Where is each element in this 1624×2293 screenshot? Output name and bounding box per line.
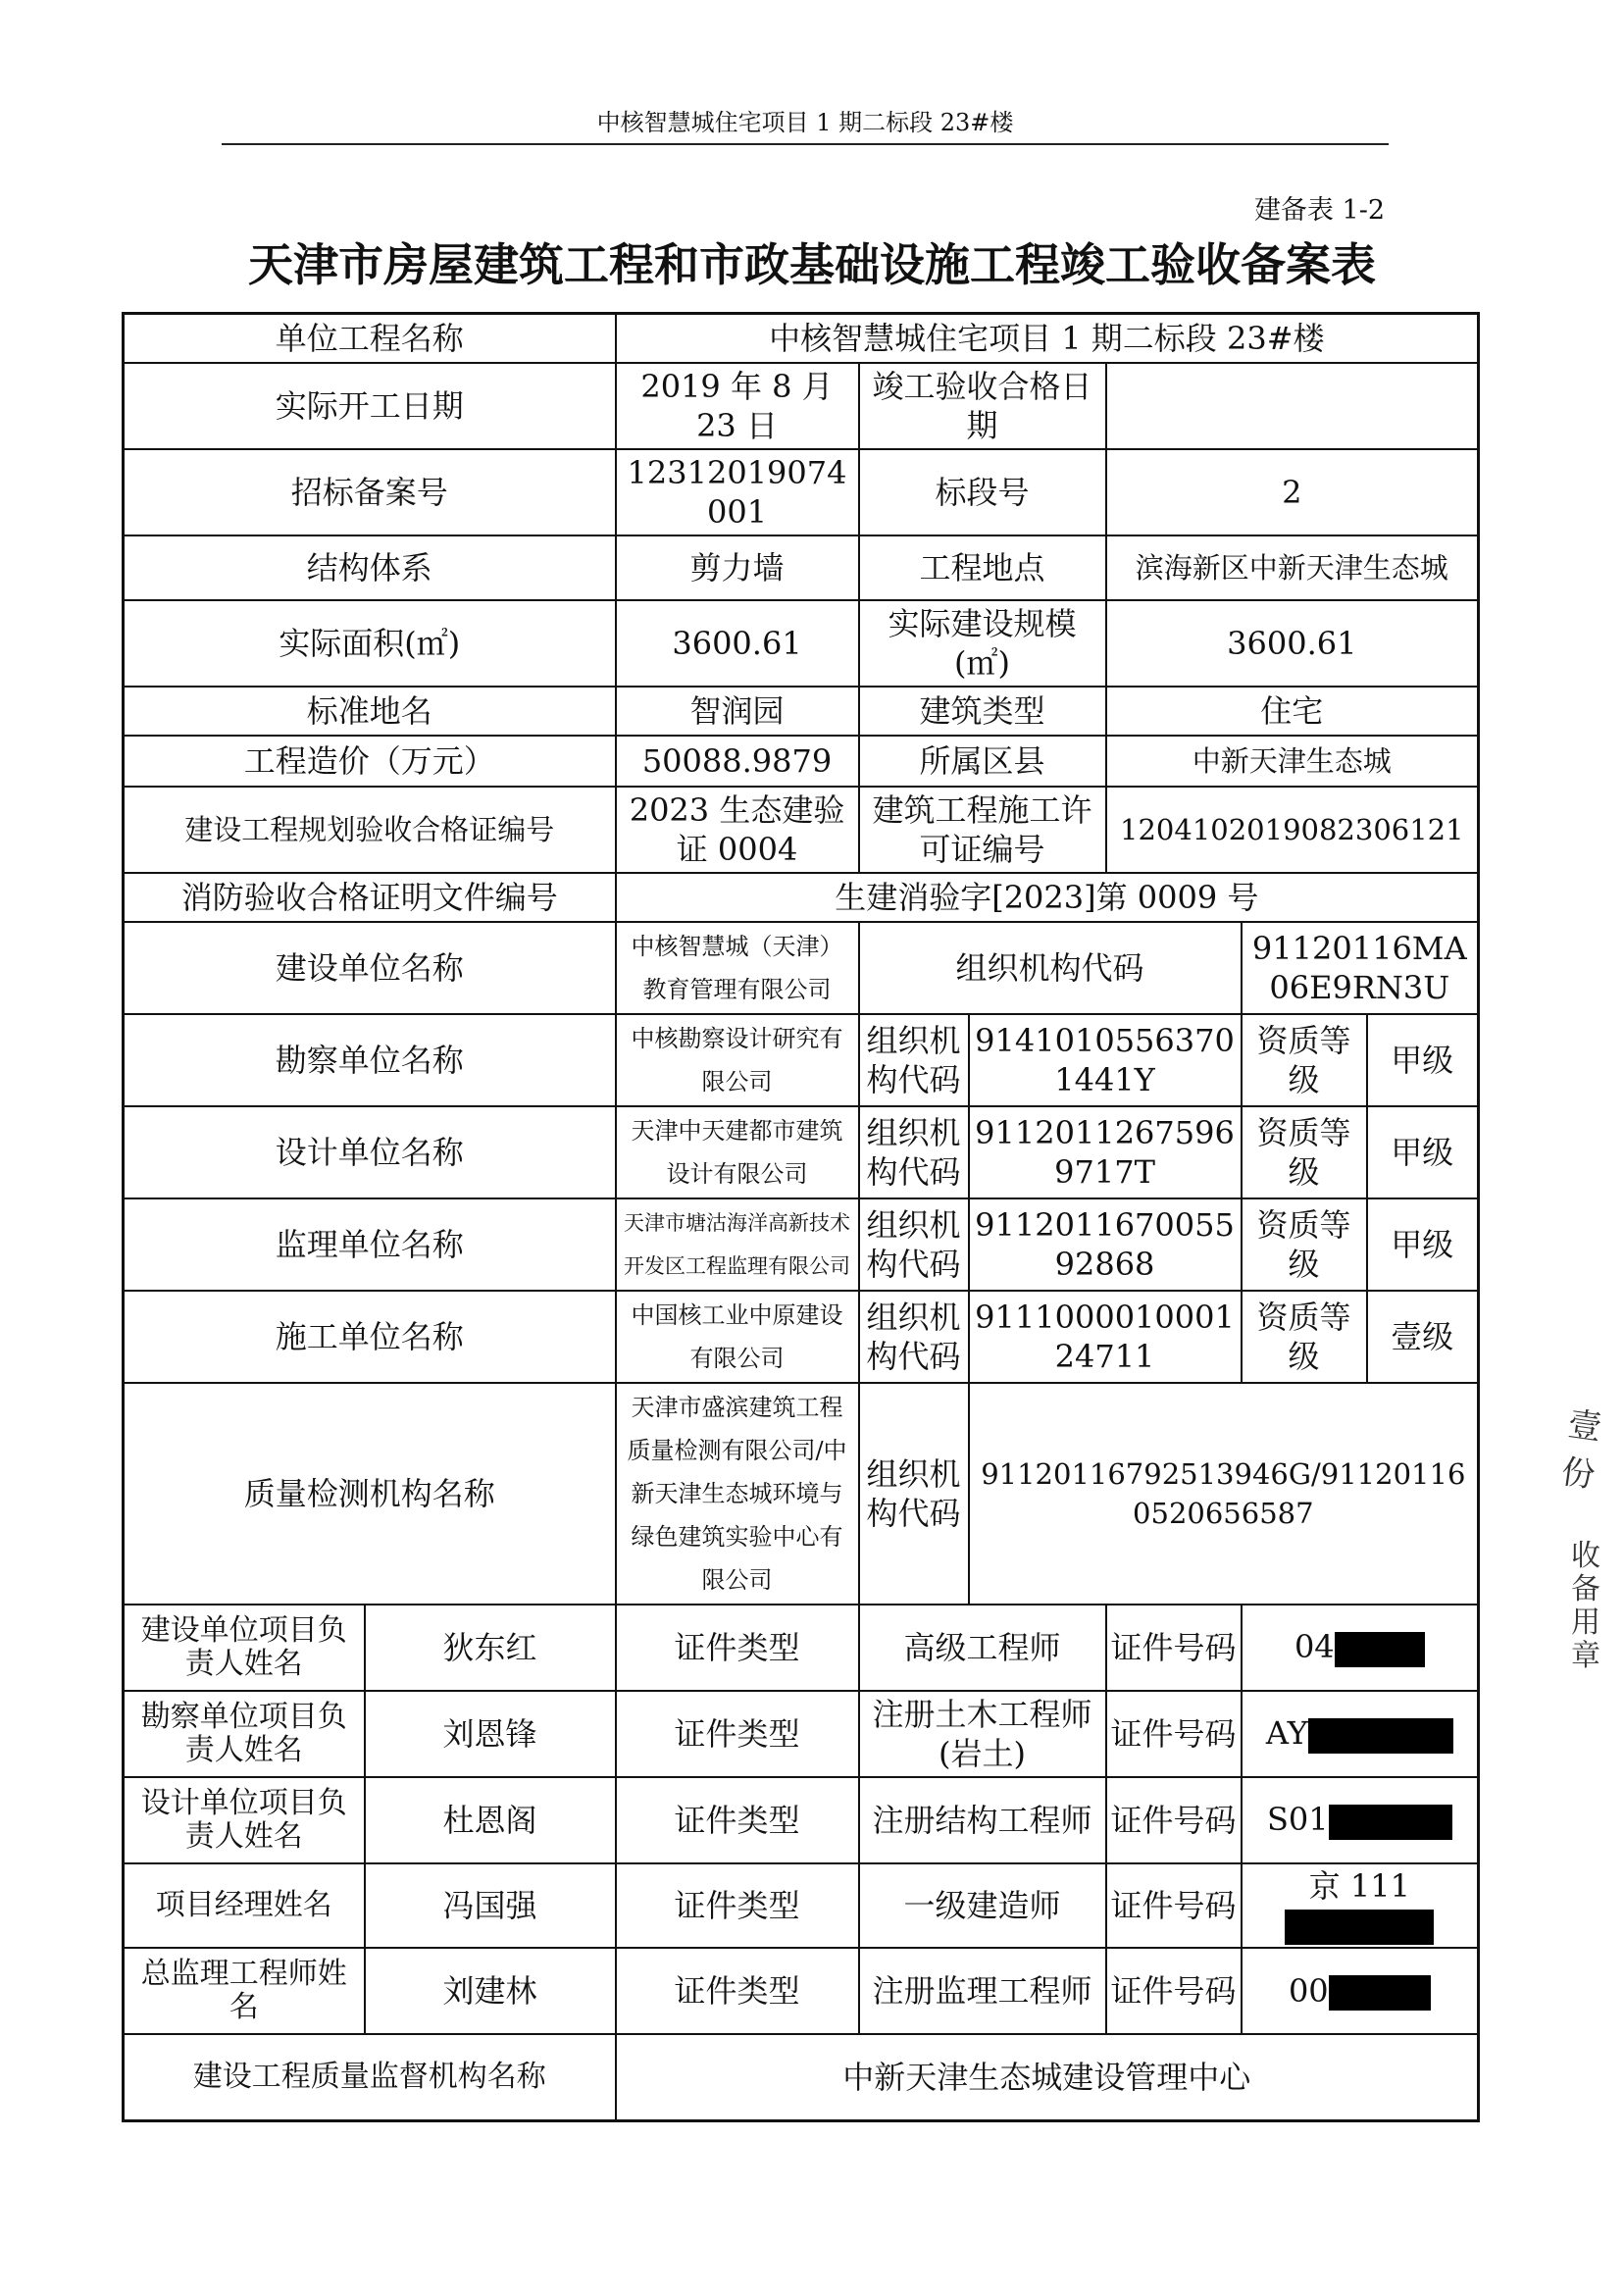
row-structure	[124, 535, 1479, 600]
unit-label: 施工单位名称	[124, 1291, 616, 1383]
place-name-label: 标准地名	[124, 687, 616, 736]
cert-type-value: 注册监理工程师	[859, 1948, 1106, 2034]
row-bid	[124, 449, 1479, 535]
row-unit-design	[124, 1106, 1479, 1198]
row-unit-build	[124, 922, 1479, 1014]
redaction-block	[1335, 1632, 1425, 1667]
location-label: 工程地点	[859, 535, 1106, 600]
cert-type-value: 高级工程师	[859, 1605, 1106, 1691]
cert-type-label: 证件类型	[616, 1948, 859, 2034]
org-code-value: 911201167005592868	[969, 1198, 1242, 1291]
cert-no-prefix: 京 111	[1308, 1866, 1410, 1905]
district-label: 所属区县	[859, 736, 1106, 787]
org-code-label: 组织机构代码	[859, 922, 1242, 1014]
cert-no-prefix: 00	[1288, 1971, 1329, 2010]
cert-no-value	[1242, 1863, 1479, 1949]
person-row	[124, 1691, 1479, 1777]
scale-label: 实际建设规模(㎡)	[859, 600, 1106, 687]
person-role: 建设单位项目负责人姓名	[124, 1605, 365, 1691]
row-area	[124, 600, 1479, 687]
unit-label: 勘察单位名称	[124, 1014, 616, 1106]
qualification-label: 资质等级	[1242, 1291, 1367, 1383]
side-stamp-bottom: 收备用章	[1571, 1539, 1600, 1673]
redaction-block	[1329, 1975, 1431, 2011]
org-code-label: 组织机构代码	[859, 1014, 969, 1106]
header-rule	[222, 143, 1389, 145]
person-role: 勘察单位项目负责人姓名	[124, 1691, 365, 1777]
project-name-label: 单位工程名称	[124, 314, 616, 363]
person-name: 狄东红	[365, 1605, 616, 1691]
cert-no-value	[1242, 1777, 1479, 1863]
row-quality-test	[124, 1383, 1479, 1605]
org-code-value: 911201126759697​17T	[969, 1106, 1242, 1198]
supervision-label: 建设工程质量监督机构名称	[124, 2034, 616, 2120]
structure-value: 剪力墙	[616, 535, 859, 600]
unit-name: 中国核工业中原建设有限公司	[616, 1291, 859, 1383]
qualification-label: 资质等级	[1242, 1106, 1367, 1198]
person-row	[124, 1948, 1479, 2034]
person-name: 刘恩锋	[365, 1691, 616, 1777]
org-code-label: 组织机构代码	[859, 1106, 969, 1198]
row-supervision	[124, 2034, 1479, 2120]
org-code-label: 组织机构代码	[859, 1383, 969, 1605]
cert-no-label: 证件号码	[1106, 1863, 1242, 1949]
permit-value: 120410201908230612​1	[1106, 787, 1479, 873]
planning-cert-label: 建设工程规划验收合格证编号	[124, 787, 616, 873]
section-value: 2	[1106, 449, 1479, 535]
page-header: 中核智慧城住宅项目 1 期二标段 23#楼	[596, 109, 1014, 136]
person-name: 冯国强	[365, 1863, 616, 1949]
person-row	[124, 1777, 1479, 1863]
cert-no-prefix: S01	[1266, 1801, 1329, 1839]
person-role: 总监理工程师姓名	[124, 1948, 365, 2034]
location-value: 滨海新区中新天津生态城	[1106, 535, 1479, 600]
cert-type-label: 证件类型	[616, 1691, 859, 1777]
structure-label: 结构体系	[124, 535, 616, 600]
qualification-value: 壹级	[1367, 1291, 1479, 1383]
row-cost	[124, 736, 1479, 787]
acceptance-date-label: 竣工验收合格日期	[859, 363, 1106, 449]
redaction-block	[1329, 1805, 1452, 1840]
person-role: 项目经理姓名	[124, 1863, 365, 1949]
cost-label: 工程造价（万元）	[124, 736, 616, 787]
area-value: 3600.61	[616, 600, 859, 687]
district-value: 中新天津生态城	[1106, 736, 1479, 787]
cert-no-value	[1242, 1948, 1479, 2034]
org-code-label: 组织机构代码	[859, 1198, 969, 1291]
building-type-value: 住宅	[1106, 687, 1479, 736]
row-unit-survey	[124, 1014, 1479, 1106]
qualification-value: 甲级	[1367, 1198, 1479, 1291]
person-role: 设计单位项目负责人姓名	[124, 1777, 365, 1863]
person-row	[124, 1863, 1479, 1949]
row-dates	[124, 363, 1479, 449]
org-code-value: 91120116MA06E9RN3U	[1242, 922, 1479, 1014]
unit-name: 中核勘察设计研究有限公司	[616, 1014, 859, 1106]
start-date-label: 实际开工日期	[124, 363, 616, 449]
qualification-value: 甲级	[1367, 1106, 1479, 1198]
redaction-block	[1285, 1910, 1434, 1945]
planning-cert-value: 2023 生态建验证 0004	[616, 787, 859, 873]
unit-label: 建设单位名称	[124, 922, 616, 1014]
building-type-label: 建筑类型	[859, 687, 1106, 736]
bid-no-value: 12312019074001	[616, 449, 859, 535]
side-stamp-top: 壹份	[1558, 1404, 1604, 1497]
qc-label: 质量检测机构名称	[124, 1383, 616, 1605]
cert-type-value: 注册结构工程师	[859, 1777, 1106, 1863]
row-unit-supervise	[124, 1198, 1479, 1291]
area-label: 实际面积(㎡)	[124, 600, 616, 687]
cert-type-label: 证件类型	[616, 1777, 859, 1863]
cert-type-value: 一级建造师	[859, 1863, 1106, 1949]
org-code-label: 组织机构代码	[859, 1291, 969, 1383]
qc-name: 天津市盛滨建筑工程质量检测有限公司/中新天津生态城环境与绿色建筑实验中心有限公司	[616, 1383, 859, 1605]
filing-form-table	[122, 312, 1480, 2122]
org-code-value: 91410105563701441Y	[969, 1014, 1242, 1106]
cert-no-value	[1242, 1605, 1479, 1691]
qualification-label: 资质等级	[1242, 1014, 1367, 1106]
document-title: 天津市房屋建筑工程和市政基础设施工程竣工验收备案表	[248, 238, 1376, 291]
unit-label: 监理单位名称	[124, 1198, 616, 1291]
scale-value: 3600.61	[1106, 600, 1479, 687]
qualification-label: 资质等级	[1242, 1198, 1367, 1291]
person-name: 刘建林	[365, 1948, 616, 2034]
org-code-value: 911100001000124711	[969, 1291, 1242, 1383]
cert-no-label: 证件号码	[1106, 1948, 1242, 2034]
redaction-block	[1308, 1718, 1453, 1754]
unit-label: 设计单位名称	[124, 1106, 616, 1198]
cert-no-prefix: 04	[1294, 1628, 1335, 1666]
person-name: 杜恩阁	[365, 1777, 616, 1863]
permit-label: 建筑工程施工许可证编号	[859, 787, 1106, 873]
cert-type-label: 证件类型	[616, 1605, 859, 1691]
row-certs	[124, 787, 1479, 873]
cert-no-label: 证件号码	[1106, 1605, 1242, 1691]
unit-name: 中核智慧城（天津）教育管理有限公司	[616, 922, 859, 1014]
cert-type-label: 证件类型	[616, 1863, 859, 1949]
form-number: 建备表 1-2	[1253, 195, 1385, 226]
cost-value: 50088.9879	[616, 736, 859, 787]
side-stamp-fragment	[1557, 1393, 1624, 1726]
fire-value: 生建消验字[2023]第 0009 号	[616, 873, 1479, 922]
fire-label: 消防验收合格证明文件编号	[124, 873, 616, 922]
row-place	[124, 687, 1479, 736]
place-name-value: 智润园	[616, 687, 859, 736]
unit-name: 天津中天建都市建筑设计有限公司	[616, 1106, 859, 1198]
row-project-name	[124, 314, 1479, 363]
bid-no-label: 招标备案号	[124, 449, 616, 535]
row-unit-construct	[124, 1291, 1479, 1383]
supervision-name: 中新天津生态城建设管理中心	[616, 2034, 1479, 2120]
cert-no-value	[1242, 1691, 1479, 1777]
row-fire	[124, 873, 1479, 922]
project-name-value: 中核智慧城住宅项目 1 期二标段 23#楼	[616, 314, 1479, 363]
cert-type-value: 注册土木工程师(岩土)	[859, 1691, 1106, 1777]
cert-no-label: 证件号码	[1106, 1691, 1242, 1777]
cert-no-prefix: AY	[1265, 1714, 1308, 1753]
cert-no-label: 证件号码	[1106, 1777, 1242, 1863]
qc-code: 91120116792513946G/911201160520656587	[969, 1383, 1479, 1605]
start-date-value: 2019 年 8 月 23 日	[616, 363, 859, 449]
qualification-value: 甲级	[1367, 1014, 1479, 1106]
acceptance-date-value	[1106, 363, 1479, 449]
unit-name: 天津市塘沽海洋高新技术开发区工程监理有限公司	[616, 1198, 859, 1291]
person-row	[124, 1605, 1479, 1691]
section-label: 标段号	[859, 449, 1106, 535]
